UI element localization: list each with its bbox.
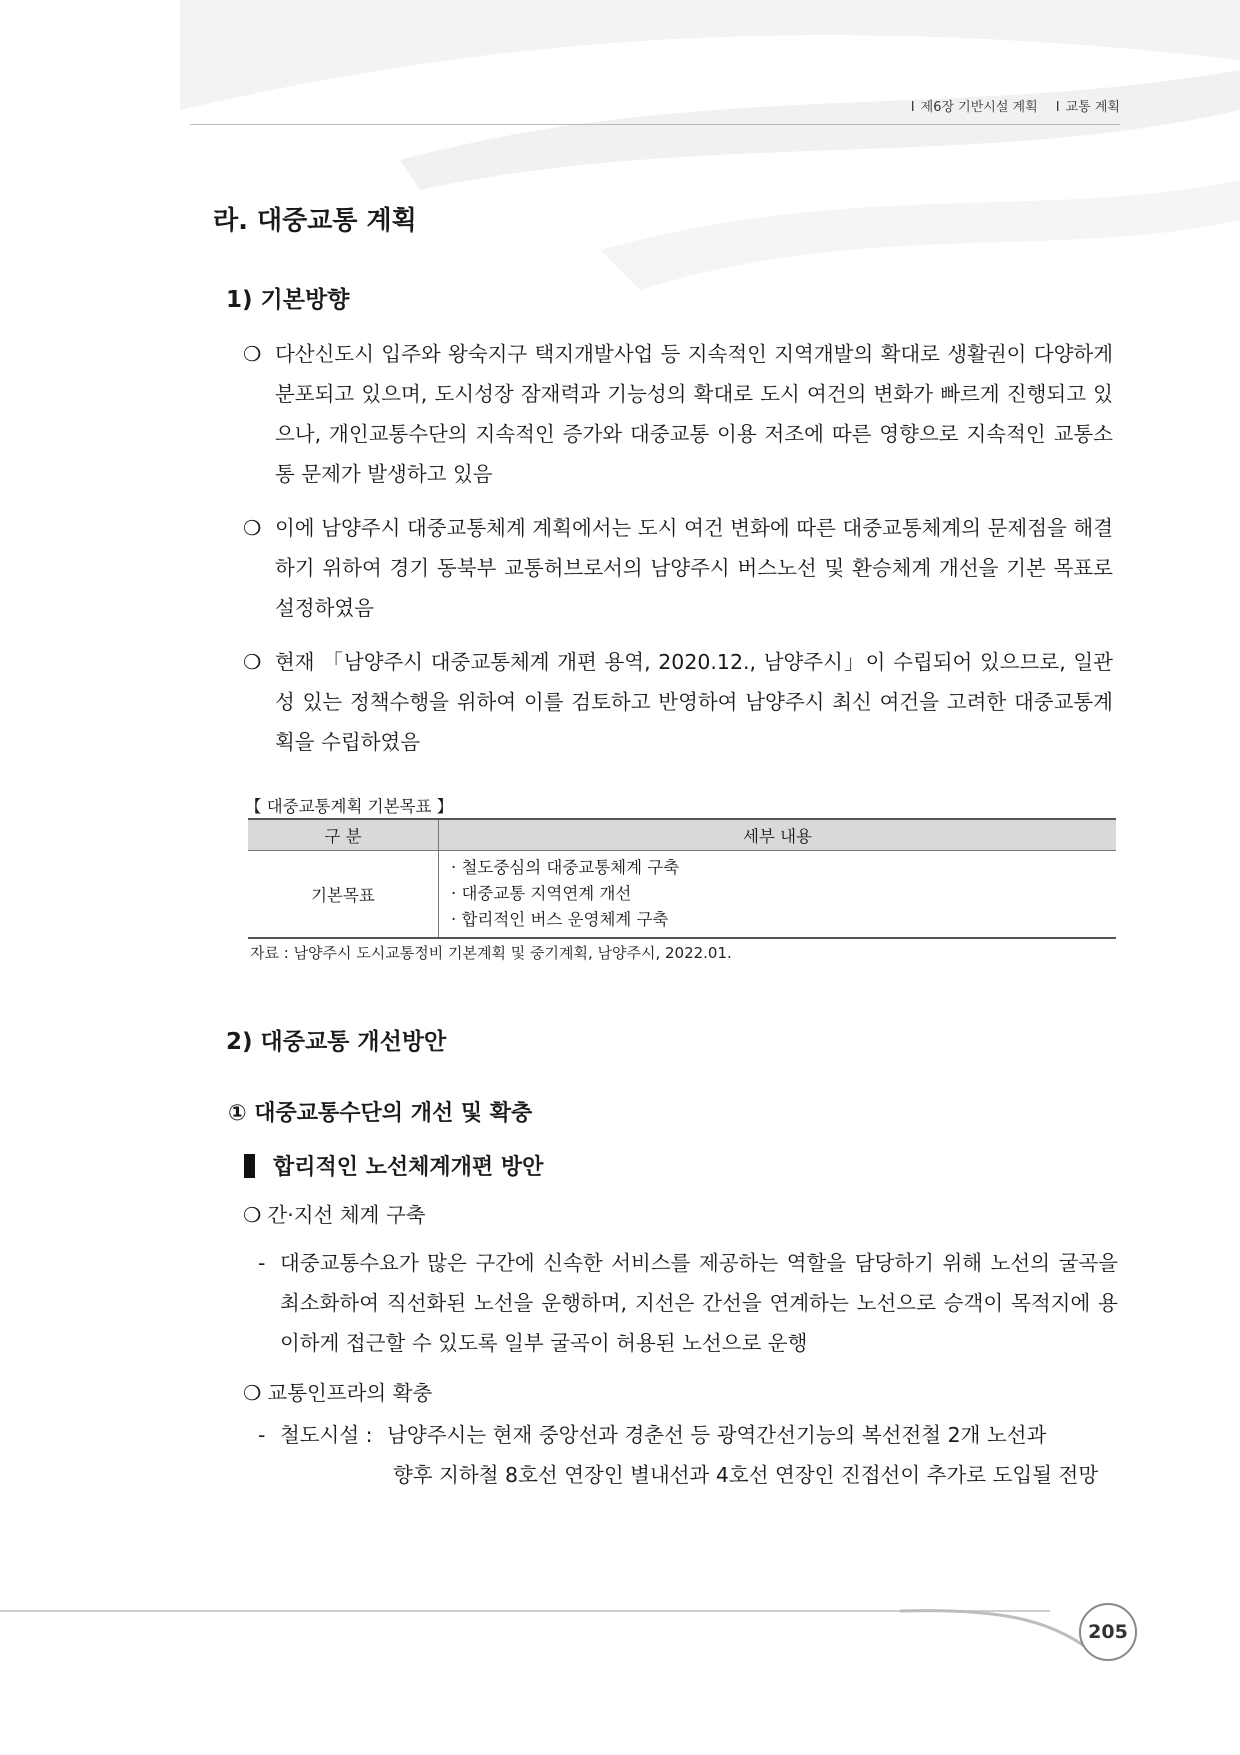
list-item: · 대중교통 지역연계 개선: [451, 884, 632, 903]
item-1-title: ① 대중교통수단의 개선 및 확충: [228, 1101, 533, 1126]
header-rule: [190, 124, 1120, 125]
footer-rule-decoration: [0, 1590, 1240, 1680]
dash-item-1-text: 대중교통수요가 많은 구간에 신속한 서비스를 제공하는 역할을 담당하기 위해 노선의 굴곡을 최소화하여 직선화된 노선을 운행하며, 지선은 간선을 연계하는 노선으로 승객이 목적지에 용이하게 접근할 수 있도록 일부 굴곡이 허용된 노선으로 운행: [280, 1251, 1118, 1355]
bullet-trunk-feeder-text: 간·지선 체계 구축: [267, 1203, 426, 1227]
list-item: · 철도중심의 대중교통체계 구축: [451, 858, 680, 877]
table-header-category: 구 분: [248, 819, 439, 851]
heading-route-reform-text: 합리적인 노선체계개편 방안: [273, 1155, 544, 1180]
dash-item-2: [258, 1415, 1118, 1455]
table-title: 【 대중교통계획 기본목표 】: [245, 797, 454, 816]
page-number: 205: [1079, 1603, 1137, 1661]
goal-table: [248, 818, 1116, 939]
dash-item-2-label: 철도시설 :: [279, 1423, 373, 1447]
header-divider-2: Ⅰ: [1055, 100, 1060, 115]
dash-item-2-line1: 남양주시는 현재 중앙선과 경춘선 등 광역간선기능의 복선전철 2개 노선과: [387, 1423, 1047, 1447]
circle-bullet-icon: ❍: [243, 342, 262, 366]
running-header: [897, 96, 1120, 115]
subsection-2-title: 2) 대중교통 개선방안: [226, 1029, 447, 1055]
bullet-infra-text: 교통인프라의 확충: [267, 1381, 433, 1405]
paragraph-2: [243, 508, 1113, 628]
header-wave-decoration: [0, 0, 1240, 320]
bullet-trunk-feeder: [243, 1195, 426, 1235]
circle-bullet-icon: ❍: [243, 1381, 262, 1405]
dash-item-2-line2: 향후 지하철 8호선 연장인 별내선과 4호선 연장인 진접선이 추가로 도입될 전망: [393, 1463, 1099, 1487]
circle-bullet-icon: ❍: [243, 650, 262, 674]
header-divider-1: Ⅰ: [910, 100, 915, 115]
heading-route-reform: [244, 1150, 543, 1181]
paragraph-3: [243, 642, 1113, 762]
header-chapter: 제6장 기반시설 계획: [920, 100, 1038, 115]
list-item: · 합리적인 버스 운영체계 구축: [451, 910, 669, 929]
dash-item-1: [258, 1243, 1118, 1363]
paragraph-3-text: 현재 「남양주시 대중교통체계 개편 용역, 2020.12., 남양주시」이 수립되어 있으므로, 일관성 있는 정책수행을 위하여 이를 검토하고 반영하여 남양주시 최신 여건을 고려한 대중교통계획을 수립하였음: [275, 650, 1113, 754]
circle-bullet-icon: ❍: [243, 1203, 262, 1227]
paragraph-1: [243, 334, 1113, 494]
table-row-label: 기본목표: [248, 851, 439, 939]
table-source-note: 자료 : 남양주시 도시교통정비 기본계획 및 중기계획, 남양주시, 2022.01.: [250, 944, 732, 962]
subsection-1-title: 1) 기본방향: [226, 287, 350, 313]
bullet-infra: [243, 1373, 432, 1413]
table-header-row: [248, 819, 1116, 851]
header-section: 교통 계획: [1065, 100, 1120, 115]
table-row: [248, 851, 1116, 939]
dash-marker: -: [258, 1423, 266, 1447]
paragraph-2-text: 이에 남양주시 대중교통체계 계획에서는 도시 여건 변화에 따른 대중교통체계의 문제점을 해결하기 위하여 경기 동북부 교통허브로서의 남양주시 버스노선 및 환승체계 개선을 기본 목표로 설정하였음: [275, 516, 1113, 620]
table-header-details: 세부 내용: [439, 819, 1117, 851]
square-marker-icon: [244, 1154, 255, 1178]
circle-bullet-icon: ❍: [243, 516, 262, 540]
paragraph-1-text: 다산신도시 입주와 왕숙지구 택지개발사업 등 지속적인 지역개발의 확대로 생활권이 다양하게 분포되고 있으며, 도시성장 잠재력과 기능성의 확대로 도시 여건의 변화가 빠르게 진행되고 있으나, 개인교통수단의 지속적인 증가와 대중교통 이용 저조에 따른 영향으로 지속적인 교통소통 문제가 발생하고 있음: [275, 342, 1113, 486]
dash-marker: -: [258, 1251, 266, 1275]
section-title: 라. 대중교통 계획: [213, 206, 417, 236]
table-row-details: [439, 851, 1117, 939]
